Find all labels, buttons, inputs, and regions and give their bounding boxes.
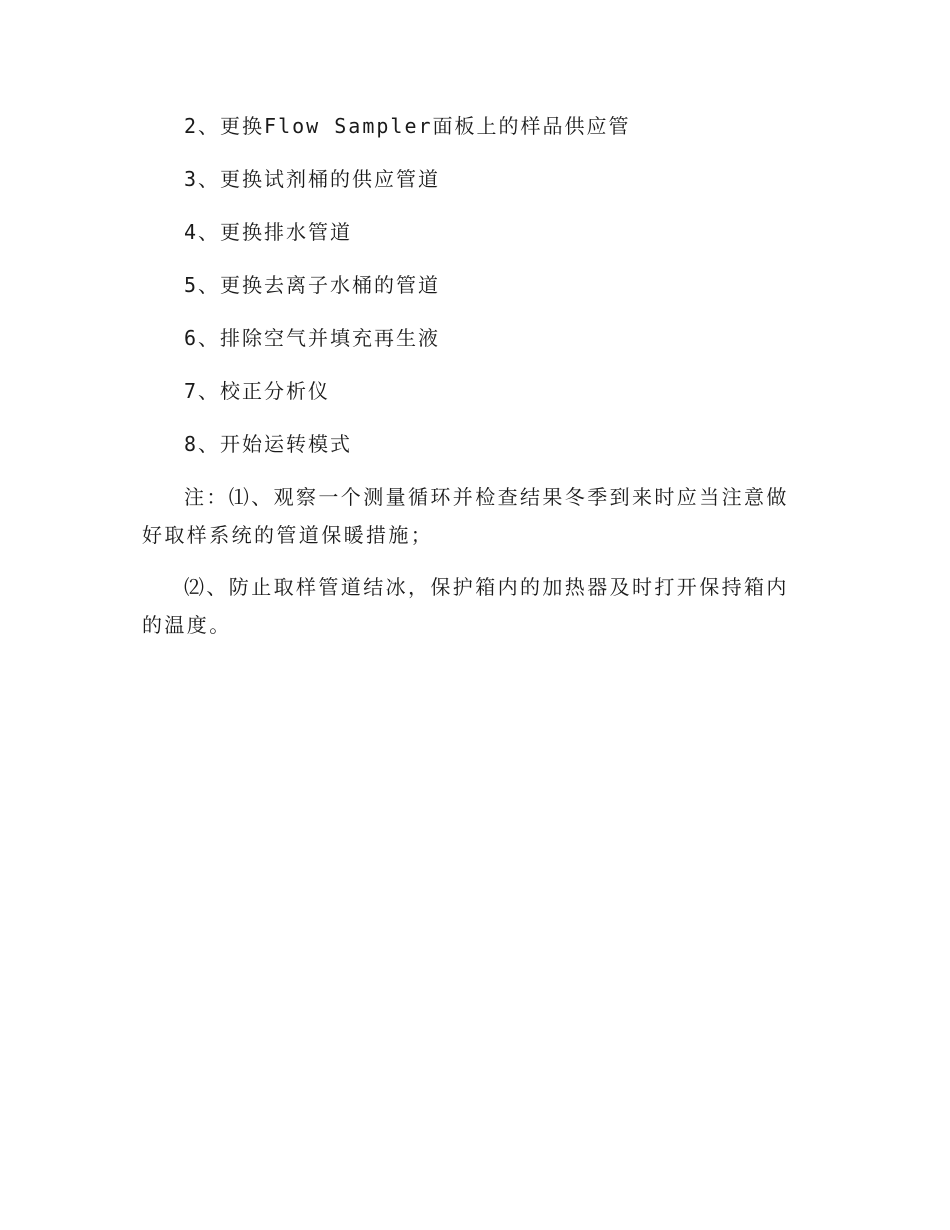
step-list (184, 108, 824, 479)
list-item: 4、更换排水管道 (184, 220, 353, 244)
notes-section (142, 478, 802, 658)
list-item: 7、校正分析仪 (184, 379, 331, 403)
note-paragraph: 注：⑴、观察一个测量循环并检查结果冬季到来时应当注意做好取样系统的管道保暖措施； (142, 485, 789, 547)
list-item: 8、开始运转模式 (184, 432, 353, 456)
list-item: 3、更换试剂桶的供应管道 (184, 167, 441, 191)
list-item: 5、更换去离子水桶的管道 (184, 273, 441, 297)
list-item: 6、排除空气并填充再生液 (184, 326, 441, 350)
list-item: 2、更换Flow Sampler面板上的样品供应管 (184, 114, 631, 138)
note-paragraph: ⑵、防止取样管道结冰，保护箱内的加热器及时打开保持箱内的温度。 (142, 575, 789, 637)
